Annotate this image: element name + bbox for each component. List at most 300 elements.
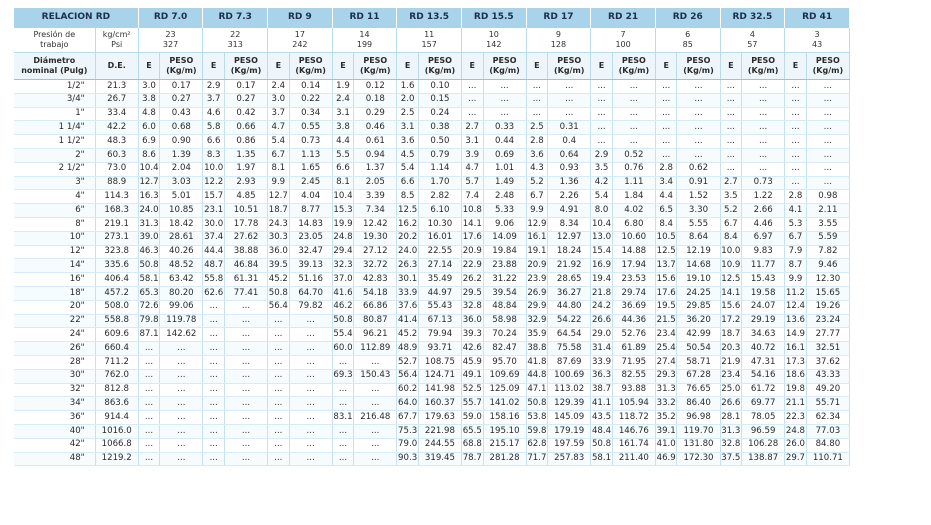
thickness-cell: 15.6 [655, 273, 677, 287]
thickness-cell: 9.9 [268, 176, 290, 190]
thickness-cell: 24.3 [268, 217, 290, 231]
diameter-cell: 24" [14, 328, 95, 342]
rd-label: RD 9 [268, 8, 333, 28]
thickness-cell: 32.9 [526, 314, 548, 328]
thickness-cell: 22.3 [785, 411, 807, 425]
thickness-cell: 19.1 [526, 245, 548, 259]
peso-header: PESO (Kg/m) [224, 53, 267, 80]
thickness-cell: 50.8 [526, 397, 548, 411]
weight-cell: 319.45 [418, 452, 461, 466]
thickness-cell: ... [526, 107, 548, 121]
weight-cell: 5.33 [483, 204, 526, 218]
thickness-cell: 12.5 [655, 245, 677, 259]
weight-cell: 86.40 [677, 397, 720, 411]
weight-cell: 54.16 [742, 369, 785, 383]
thickness-cell: 29.9 [526, 300, 548, 314]
weight-cell: 23.53 [612, 273, 655, 287]
diameter-cell: 16" [14, 273, 95, 287]
weight-cell: 0.52 [612, 148, 655, 162]
weight-cell: 49.20 [806, 383, 849, 397]
thickness-cell: 12.7 [268, 190, 290, 204]
thickness-cell: 1.9 [332, 80, 354, 94]
thickness-cell: 14.1 [720, 286, 742, 300]
table-row [14, 204, 850, 218]
de-cell: 609.6 [95, 328, 138, 342]
weight-cell: 138.87 [742, 452, 785, 466]
thickness-cell: 39.5 [268, 259, 290, 273]
peso-header: PESO (Kg/m) [160, 53, 203, 80]
thickness-cell: 13.0 [591, 231, 613, 245]
thickness-cell: ... [203, 328, 225, 342]
thickness-cell: 50.8 [591, 438, 613, 452]
weight-cell: 0.17 [224, 80, 267, 94]
weight-cell: 19.84 [483, 245, 526, 259]
thickness-cell: 24.0 [397, 245, 419, 259]
weight-cell: ... [354, 355, 397, 369]
weight-cell: 9.06 [483, 217, 526, 231]
thickness-cell: 29.0 [591, 328, 613, 342]
weight-cell: 77.03 [806, 424, 849, 438]
thickness-cell: 8.4 [655, 217, 677, 231]
thickness-cell: 21.9 [720, 355, 742, 369]
thickness-cell: 58.1 [138, 273, 160, 287]
weight-cell: 3.30 [677, 204, 720, 218]
thickness-cell: 39.1 [655, 424, 677, 438]
weight-cell: 9.46 [806, 259, 849, 273]
weight-cell: 64.54 [548, 328, 591, 342]
weight-cell: 3.39 [354, 190, 397, 204]
thickness-cell: 65.3 [138, 286, 160, 300]
weight-cell: 0.22 [289, 93, 332, 107]
weight-cell: 5.55 [677, 217, 720, 231]
weight-cell: 27.12 [354, 245, 397, 259]
thickness-cell: 32.3 [332, 259, 354, 273]
thickness-cell: ... [203, 369, 225, 383]
weight-cell: 0.50 [418, 135, 461, 149]
weight-cell: 93.88 [612, 383, 655, 397]
pressure-units: kg/cm² Psi [95, 28, 138, 53]
weight-cell: 1.70 [418, 176, 461, 190]
thickness-cell: ... [138, 355, 160, 369]
de-cell: 26.7 [95, 93, 138, 107]
weight-cell: 95.70 [483, 355, 526, 369]
de-cell: 219.1 [95, 217, 138, 231]
thickness-cell: 25.0 [720, 383, 742, 397]
thickness-cell: 68.8 [461, 438, 483, 452]
weight-cell: 39.13 [289, 259, 332, 273]
peso-header: PESO (Kg/m) [612, 53, 655, 80]
diameter-cell: 34" [14, 397, 95, 411]
pressure-cell: 9 128 [526, 28, 591, 53]
thickness-cell: 15.3 [332, 204, 354, 218]
weight-cell: 6.10 [418, 204, 461, 218]
thickness-cell: 3.6 [397, 135, 419, 149]
weight-cell: 4.04 [289, 190, 332, 204]
weight-cell: 1.22 [742, 190, 785, 204]
thickness-cell: 6.7 [785, 231, 807, 245]
weight-cell: ... [612, 93, 655, 107]
weight-cell: ... [289, 411, 332, 425]
thickness-cell: 4.3 [526, 162, 548, 176]
thickness-cell: 90.3 [397, 452, 419, 466]
weight-cell: 6.80 [612, 217, 655, 231]
weight-cell: 2.05 [354, 176, 397, 190]
weight-cell: 5.59 [806, 231, 849, 245]
weight-cell: ... [289, 424, 332, 438]
weight-cell: ... [806, 93, 849, 107]
pressure-cell: 3 43 [785, 28, 850, 53]
weight-cell: ... [742, 80, 785, 94]
thickness-cell: 3.1 [461, 135, 483, 149]
weight-cell: 44.80 [548, 300, 591, 314]
diameter-cell: 1/2" [14, 80, 95, 94]
thickness-cell: 8.1 [268, 162, 290, 176]
thickness-cell: ... [138, 397, 160, 411]
weight-cell: 28.61 [160, 231, 203, 245]
thickness-cell: ... [785, 93, 807, 107]
thickness-cell: ... [720, 80, 742, 94]
weight-cell: 7.82 [806, 245, 849, 259]
weight-cell: 46.84 [224, 259, 267, 273]
thickness-cell: ... [332, 438, 354, 452]
weight-cell: 12.19 [677, 245, 720, 259]
thickness-cell: 3.4 [655, 176, 677, 190]
thickness-cell: 30.1 [397, 273, 419, 287]
weight-cell: 142.62 [160, 328, 203, 342]
weight-cell: 34.63 [742, 328, 785, 342]
thickness-cell: 38.7 [591, 383, 613, 397]
thickness-cell: 26.3 [397, 259, 419, 273]
weight-cell: 70.24 [483, 328, 526, 342]
thickness-cell: 31.4 [591, 342, 613, 356]
thickness-cell: ... [655, 93, 677, 107]
weight-cell: ... [612, 107, 655, 121]
thickness-cell: ... [203, 355, 225, 369]
thickness-cell: 5.4 [268, 135, 290, 149]
weight-cell: 195.10 [483, 424, 526, 438]
weight-cell: 0.43 [160, 107, 203, 121]
thickness-cell: 4.6 [203, 107, 225, 121]
thickness-cell: 18.7 [268, 204, 290, 218]
weight-cell: 106.28 [742, 438, 785, 452]
thickness-cell: 42.6 [461, 342, 483, 356]
thickness-cell: 53.8 [526, 411, 548, 425]
weight-cell: ... [806, 107, 849, 121]
weight-cell: 0.66 [224, 121, 267, 135]
table-row [14, 342, 850, 356]
weight-cell: 37.62 [806, 355, 849, 369]
thickness-cell: 31.3 [138, 217, 160, 231]
weight-cell: 119.78 [160, 314, 203, 328]
weight-cell: 42.99 [677, 328, 720, 342]
thickness-cell: 39.0 [138, 231, 160, 245]
thickness-cell: 4.7 [461, 162, 483, 176]
weight-cell: 0.10 [418, 80, 461, 94]
thickness-cell: ... [138, 342, 160, 356]
de-header: D.E. [95, 53, 138, 80]
thickness-cell: ... [138, 424, 160, 438]
thickness-cell: ... [332, 397, 354, 411]
thickness-cell: 5.2 [526, 176, 548, 190]
thickness-cell: 3.1 [332, 107, 354, 121]
weight-cell: ... [224, 452, 267, 466]
weight-cell: 1.52 [677, 190, 720, 204]
thickness-cell: ... [591, 135, 613, 149]
thickness-cell: 48.9 [397, 342, 419, 356]
pressure-cell: 14 199 [332, 28, 397, 53]
thickness-cell: ... [655, 121, 677, 135]
thickness-cell: 2.9 [591, 148, 613, 162]
e-header: E [526, 53, 548, 80]
weight-cell: 14.83 [289, 217, 332, 231]
weight-cell: 216.48 [354, 411, 397, 425]
thickness-cell: 6.6 [332, 162, 354, 176]
thickness-cell: 29.4 [332, 245, 354, 259]
weight-cell: ... [289, 397, 332, 411]
weight-cell: 12.42 [354, 217, 397, 231]
thickness-cell: 8.0 [591, 204, 613, 218]
thickness-cell: ... [785, 135, 807, 149]
diameter-header: Diámetro nominal (Pulg) [14, 53, 95, 80]
de-cell: 914.4 [95, 411, 138, 425]
weight-cell: ... [354, 438, 397, 452]
thickness-cell: 28.1 [720, 411, 742, 425]
weight-cell: 17.94 [612, 259, 655, 273]
de-cell: 168.3 [95, 204, 138, 218]
thickness-cell: 2.4 [332, 93, 354, 107]
table-row [14, 286, 850, 300]
pipe-rd-table [14, 8, 850, 466]
weight-cell: 2.48 [483, 190, 526, 204]
weight-cell: 36.69 [612, 300, 655, 314]
table-row [14, 273, 850, 287]
weight-cell: 79.82 [289, 300, 332, 314]
weight-cell: 1.97 [224, 162, 267, 176]
thickness-cell: 24.8 [332, 231, 354, 245]
weight-cell: 0.68 [160, 121, 203, 135]
de-cell: 711.2 [95, 355, 138, 369]
pressure-label: Presión de trabajo [14, 28, 95, 53]
weight-cell: ... [354, 383, 397, 397]
weight-cell: 0.98 [806, 190, 849, 204]
thickness-cell: 48.4 [591, 424, 613, 438]
weight-cell: ... [806, 148, 849, 162]
weight-cell: 96.21 [354, 328, 397, 342]
thickness-cell: 5.5 [332, 148, 354, 162]
peso-header: PESO (Kg/m) [483, 53, 526, 80]
weight-cell: 7.34 [354, 204, 397, 218]
de-cell: 863.6 [95, 397, 138, 411]
thickness-cell: ... [138, 411, 160, 425]
thickness-cell: 9.9 [785, 273, 807, 287]
thickness-cell: 8.5 [397, 190, 419, 204]
thickness-cell: 10.8 [461, 204, 483, 218]
table-row [14, 162, 850, 176]
thickness-cell: 36.3 [591, 369, 613, 383]
weight-cell: 172.30 [677, 452, 720, 466]
weight-cell: 21.92 [548, 259, 591, 273]
thickness-cell: 37.5 [720, 452, 742, 466]
pressure-cell: 7 100 [591, 28, 656, 53]
weight-cell: ... [742, 107, 785, 121]
table-row [14, 369, 850, 383]
thickness-cell: ... [591, 107, 613, 121]
thickness-cell: ... [268, 314, 290, 328]
diameter-cell: 2 1/2" [14, 162, 95, 176]
thickness-cell: 29.3 [655, 369, 677, 383]
weight-cell: 145.09 [548, 411, 591, 425]
weight-cell: 0.14 [289, 80, 332, 94]
thickness-cell: 13.7 [655, 259, 677, 273]
weight-cell: 0.42 [224, 107, 267, 121]
thickness-cell: 26.6 [591, 314, 613, 328]
de-cell: 812.8 [95, 383, 138, 397]
thickness-cell: 48.7 [203, 259, 225, 273]
thickness-cell: ... [591, 80, 613, 94]
weight-cell: 76.65 [677, 383, 720, 397]
table-row [14, 411, 850, 425]
weight-cell: 1.14 [418, 162, 461, 176]
thickness-cell: ... [203, 411, 225, 425]
weight-cell: 77.41 [224, 286, 267, 300]
thickness-cell: ... [655, 148, 677, 162]
weight-cell: 0.73 [289, 135, 332, 149]
rd-label: RD 11 [332, 8, 397, 28]
e-header: E [785, 53, 807, 80]
weight-cell: ... [742, 148, 785, 162]
thickness-cell: ... [332, 424, 354, 438]
thickness-cell: 14.1 [461, 217, 483, 231]
weight-cell: 0.62 [677, 162, 720, 176]
thickness-cell: 45.9 [461, 355, 483, 369]
weight-cell: 2.45 [289, 176, 332, 190]
rd-label: RD 7.3 [203, 8, 268, 28]
weight-cell: 24.25 [677, 286, 720, 300]
rd-label: RD 15.5 [461, 8, 526, 28]
table-row [14, 328, 850, 342]
weight-cell: 18.24 [548, 245, 591, 259]
table-row [14, 93, 850, 107]
thickness-cell: 12.4 [785, 300, 807, 314]
thickness-cell: 16.9 [591, 259, 613, 273]
weight-cell: ... [806, 121, 849, 135]
weight-cell: 19.58 [742, 286, 785, 300]
diameter-cell: 20" [14, 300, 95, 314]
thickness-cell: 8.1 [332, 176, 354, 190]
weight-cell: 99.06 [160, 300, 203, 314]
weight-cell: 38.88 [224, 245, 267, 259]
weight-cell: ... [354, 424, 397, 438]
weight-cell: ... [289, 314, 332, 328]
weight-cell: 1.65 [289, 162, 332, 176]
weight-cell: ... [548, 93, 591, 107]
weight-cell: 1.13 [289, 148, 332, 162]
thickness-cell: 8.7 [785, 259, 807, 273]
thickness-cell: 23.1 [203, 204, 225, 218]
weight-cell: 0.27 [224, 93, 267, 107]
weight-cell: 27.62 [224, 231, 267, 245]
thickness-cell: 45.2 [397, 328, 419, 342]
de-cell: 73.0 [95, 162, 138, 176]
thickness-cell: 17.6 [655, 286, 677, 300]
weight-cell: 78.05 [742, 411, 785, 425]
weight-cell: 0.61 [354, 135, 397, 149]
weight-cell: 42.83 [354, 273, 397, 287]
peso-header: PESO (Kg/m) [742, 53, 785, 80]
weight-cell: 79.94 [418, 328, 461, 342]
weight-cell: 10.60 [612, 231, 655, 245]
table-row [14, 259, 850, 273]
weight-cell: 141.98 [418, 383, 461, 397]
weight-cell: 31.22 [483, 273, 526, 287]
weight-cell: 27.77 [806, 328, 849, 342]
weight-cell: 19.26 [806, 300, 849, 314]
weight-cell: 3.55 [806, 217, 849, 231]
thickness-cell: 8.6 [138, 148, 160, 162]
weight-cell: 15.43 [742, 273, 785, 287]
weight-cell: ... [224, 355, 267, 369]
weight-cell: 44.97 [418, 286, 461, 300]
thickness-cell: 21.5 [655, 314, 677, 328]
weight-cell: 119.70 [677, 424, 720, 438]
weight-cell: 10.85 [160, 204, 203, 218]
weight-cell: 281.28 [483, 452, 526, 466]
thickness-cell: 60.0 [332, 342, 354, 356]
weight-cell: 54.22 [548, 314, 591, 328]
thickness-cell: 7.9 [785, 245, 807, 259]
weight-cell: 0.24 [418, 107, 461, 121]
weight-cell: 129.39 [548, 397, 591, 411]
thickness-cell: 23.9 [526, 273, 548, 287]
weight-cell: 211.40 [612, 452, 655, 466]
thickness-cell: 50.8 [332, 314, 354, 328]
weight-cell: 19.30 [354, 231, 397, 245]
weight-cell: 0.93 [548, 162, 591, 176]
table-row [14, 383, 850, 397]
weight-cell: ... [224, 411, 267, 425]
thickness-cell: 47.1 [526, 383, 548, 397]
thickness-cell: 2.8 [526, 135, 548, 149]
e-header: E [591, 53, 613, 80]
weight-cell: ... [224, 383, 267, 397]
thickness-cell: ... [268, 452, 290, 466]
weight-cell: 113.02 [548, 383, 591, 397]
thickness-cell: 87.1 [138, 328, 160, 342]
weight-cell: 1.11 [612, 176, 655, 190]
weight-cell: 58.98 [483, 314, 526, 328]
weight-cell: ... [483, 80, 526, 94]
thickness-cell: 12.7 [138, 176, 160, 190]
thickness-cell: 46.3 [138, 245, 160, 259]
thickness-cell: 4.4 [332, 135, 354, 149]
thickness-cell: 3.6 [526, 148, 548, 162]
thickness-cell: 62.6 [203, 286, 225, 300]
diameter-cell: 22" [14, 314, 95, 328]
diameter-cell: 1 1/4" [14, 121, 95, 135]
table-row [14, 314, 850, 328]
thickness-cell: 41.6 [332, 286, 354, 300]
thickness-cell: ... [720, 121, 742, 135]
thickness-cell: ... [268, 328, 290, 342]
e-header: E [138, 53, 160, 80]
thickness-cell: 16.3 [138, 190, 160, 204]
e-header: E [720, 53, 742, 80]
thickness-cell: 3.9 [461, 148, 483, 162]
table-row [14, 355, 850, 369]
diameter-cell: 12" [14, 245, 95, 259]
weight-cell: 62.34 [806, 411, 849, 425]
diameter-cell: 8" [14, 217, 95, 231]
